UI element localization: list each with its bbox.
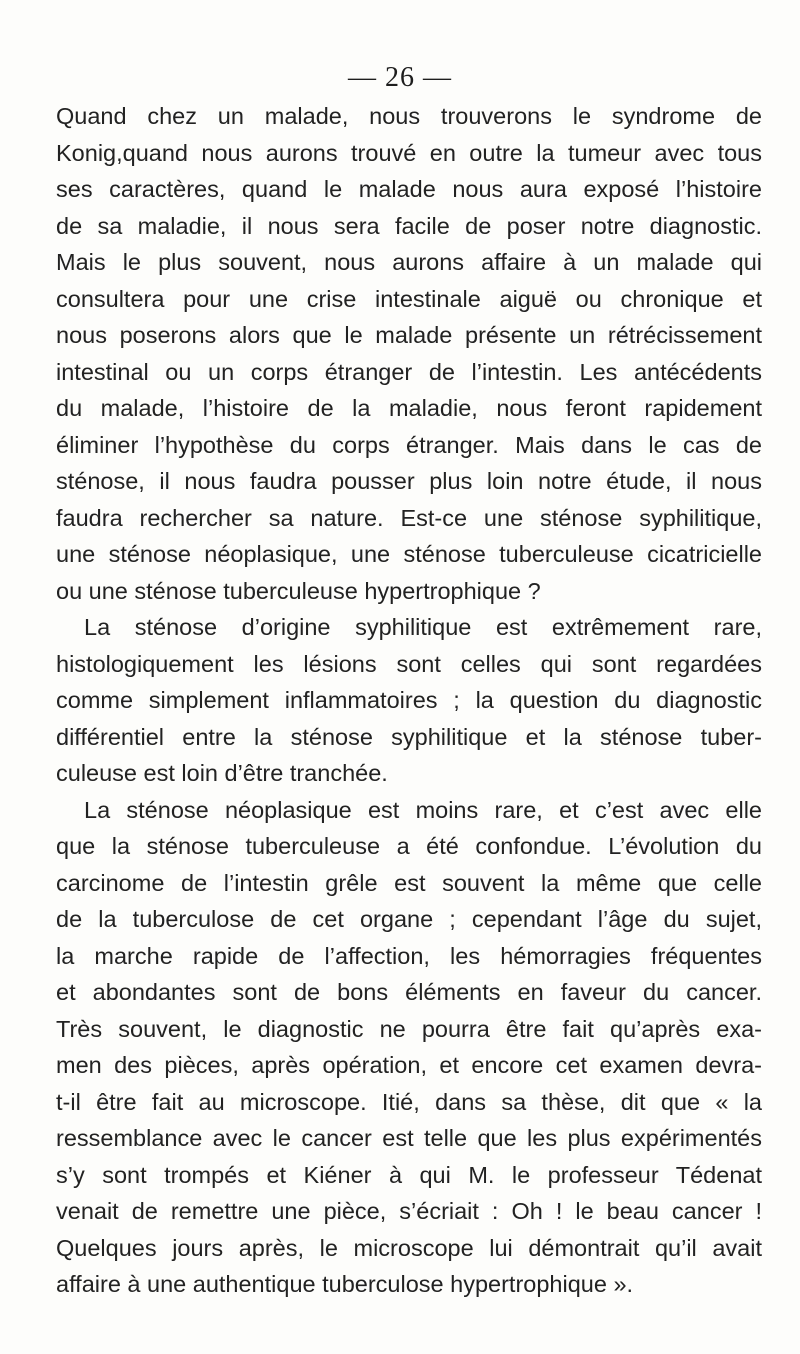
- text-line: ressemblance avec le cancer est telle que les plus expérimentés: [56, 1125, 762, 1151]
- text-line: histologiquement les lésions sont celles qui sont regardées: [56, 650, 762, 677]
- text-line: de sa maladie, il nous sera facile de poser notre diagnostic.: [56, 212, 762, 239]
- text-line: consultera pour une crise intestinale aiguë ou chronique et: [56, 285, 762, 312]
- text-line: La sténose d’origine syphilitique est extrêmement rare,: [84, 614, 762, 640]
- text-line: affaire à une authentique tuberculose hypertrophique ».: [56, 1271, 634, 1297]
- text-line: Konig,quand nous aurons trouvé en outre la tumeur avec tous: [56, 139, 762, 166]
- text-line: Quand chez un malade, nous trouverons le syndrome de: [56, 103, 762, 129]
- text-line: comme simplement inflammatoires ; la question du diagnostic: [56, 687, 762, 713]
- text-line: La sténose néoplasique est moins rare, et c’est avec elle: [84, 796, 762, 823]
- text-line: carcinome de l’intestin grêle est souvent la même que celle: [56, 869, 762, 896]
- text-line: éliminer l’hypothèse du corps étranger. Mais dans le cas de: [56, 431, 762, 458]
- text-line: s’y sont trompés et Kiéner à qui M. le professeur Tédenat: [56, 1161, 762, 1188]
- text-line: de la tuberculose de cet organe ; cependant l’âge du sujet,: [56, 906, 762, 932]
- text-line: Très souvent, le diagnostic ne pourra être fait qu’après exa-: [56, 1015, 762, 1042]
- text-line: ou une sténose tuberculeuse hypertrophique ?: [56, 577, 541, 604]
- text-line: men des pièces, après opération, et encore cet examen devra-: [56, 1052, 762, 1078]
- text-line: une sténose néoplasique, une sténose tuberculeuse cicatricielle: [56, 541, 762, 567]
- paragraph: [56, 792, 762, 1303]
- text-line: et abondantes sont de bons éléments en faveur du cancer.: [56, 979, 762, 1005]
- text-line: nous poserons alors que le malade présente un rétrécissement: [56, 322, 762, 348]
- text-line: différentiel entre la sténose syphilitique et la sténose tuber-: [56, 723, 762, 750]
- text-line: sténose, il nous faudra pousser plus loin notre étude, il nous: [56, 468, 762, 494]
- text-line: la marche rapide de l’affection, les hémorragies fréquentes: [56, 942, 762, 969]
- paragraph: [56, 609, 762, 792]
- text-line: que la sténose tuberculeuse a été confondue. L’évolution du: [56, 833, 762, 859]
- text-line: intestinal ou un corps étranger de l’intestin. Les antécédents: [56, 358, 762, 385]
- body-text: [56, 98, 762, 1303]
- text-line: culeuse est loin d’être tranchée.: [56, 760, 388, 786]
- text-line: Quelques jours après, le microscope lui démontrait qu’il avait: [56, 1234, 762, 1261]
- text-line: Mais le plus souvent, nous aurons affaire à un malade qui: [56, 249, 762, 275]
- text-line: t-il être fait au microscope. Itié, dans sa thèse, dit que « la: [56, 1088, 762, 1115]
- text-line: ses caractères, quand le malade nous aura exposé l’histoire: [56, 176, 762, 202]
- text-line: du malade, l’histoire de la maladie, nous feront rapidement: [56, 395, 762, 421]
- page-number: — 26 —: [348, 62, 452, 93]
- paragraph: [56, 98, 762, 609]
- text-line: venait de remettre une pièce, s’écriait : Oh ! le beau cancer !: [56, 1198, 762, 1224]
- text-line: faudra rechercher sa nature. Est-ce une sténose syphilitique,: [56, 504, 762, 531]
